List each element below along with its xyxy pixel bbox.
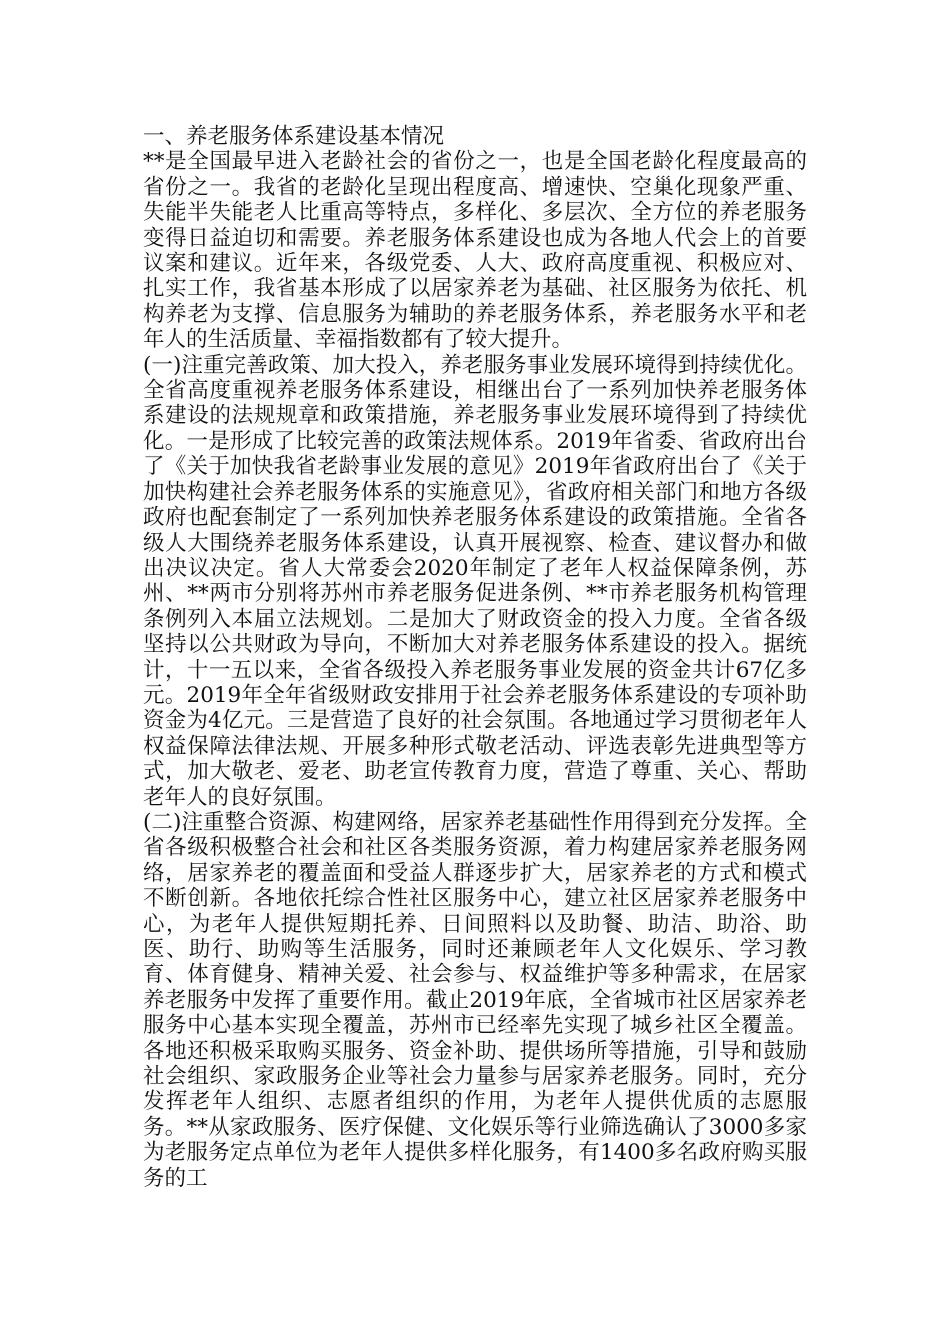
paragraph-intro: **是全国最早进入老龄社会的省份之一，也是全国老龄化程度最高的省份之一。我省的老龄化呈现出程度高、增速快、空巢化现象严重、失能半失能老人比重高等特点，多样化、多层次、全方位的养老服务变得日益迫切和需要。养老服务体系建设也成为各地人代会上的首要议案和建议。近年来，各级党委、人大、政府高度重视、积极应对、扎实工作，我省基本形成了以居家养老为基础、社区服务为依托、机构养老为支撑、信息服务为辅助的养老服务体系，养老服务水平和老年人的生活质量、幸福指数都有了较大提升。: [143, 149, 807, 353]
section-heading: 一、养老服务体系建设基本情况: [143, 124, 445, 149]
paragraph-policy: (一)注重完善政策、加大投入，养老服务事业发展环境得到持续优化。全省高度重视养老服务体系建设，相继出台了一系列加快养老服务体系建设的法规规章和政策措施，养老服务事业发展环境得到了持续优化。一是形成了比较完善的政策法规体系。2019年省委、省政府出台了《关于加快我省老龄事业发展的意见》2019年省政府出台了《关于加快构建社会养老服务体系的实施意见》，省政府相关部门和地方各级政府也配套制定了一系列加快养老服务体系建设的政策措施。全省各级人大围绕养老服务体系建设，认真开展视察、检查、建议督办和做出决议决定。省人大常委会2020年制定了老年人权益保障条例，苏州、**两市分别将苏州市养老服务促进条例、**市养老服务机构管理条例列入本届立法规划。二是加大了财政资金的投入力度。全省各级坚持以公共财政为导向，不断加大对养老服务体系建设的投入。据统计，十一五以来，全省各级投入养老服务事业发展的资金共计67亿多元。2019年全年省级财政安排用于社会养老服务体系建设的专项补助资金为4亿元。三是营造了良好的社会氛围。各地通过学习贯彻老年人权益保障法律法规、开展多种形式敬老活动、评选表彰先进典型等方式，加大敬老、爱老、助老宣传教育力度，营造了尊重、关心、帮助老年人的良好氛围。: [143, 352, 807, 810]
document-body: [143, 124, 807, 1191]
paragraph-home-care: (二)注重整合资源、构建网络，居家养老基础性作用得到充分发挥。全省各级积极整合社会和社区各类服务资源，着力构建居家养老服务网络，居家养老的覆盖面和受益人群逐步扩大，居家养老的方式和模式不断创新。各地依托综合性社区服务中心，建立社区居家养老服务中心，为老年人提供短期托养、日间照料以及助餐、助洁、助浴、助医、助行、助购等生活服务，同时还兼顾老年人文化娱乐、学习教育、体育健身、精神关爱、社会参与、权益维护等多种需求，在居家养老服务中发挥了重要作用。截止2019年底，全省城市社区居家养老服务中心基本实现全覆盖，苏州市已经率先实现了城乡社区全覆盖。各地还积极采取购买服务、资金补助、提供场所等措施，引导和鼓励社会组织、家政服务企业等社会力量参与居家养老服务。同时，充分发挥老年人组织、志愿者组织的作用，为老年人提供优质的志愿服务。**从家政服务、医疗保健、文化娱乐等行业筛选确认了3000多家为老服务定点单位为老年人提供多样化服务，有1400多名政府购买服务的工: [143, 809, 807, 1191]
